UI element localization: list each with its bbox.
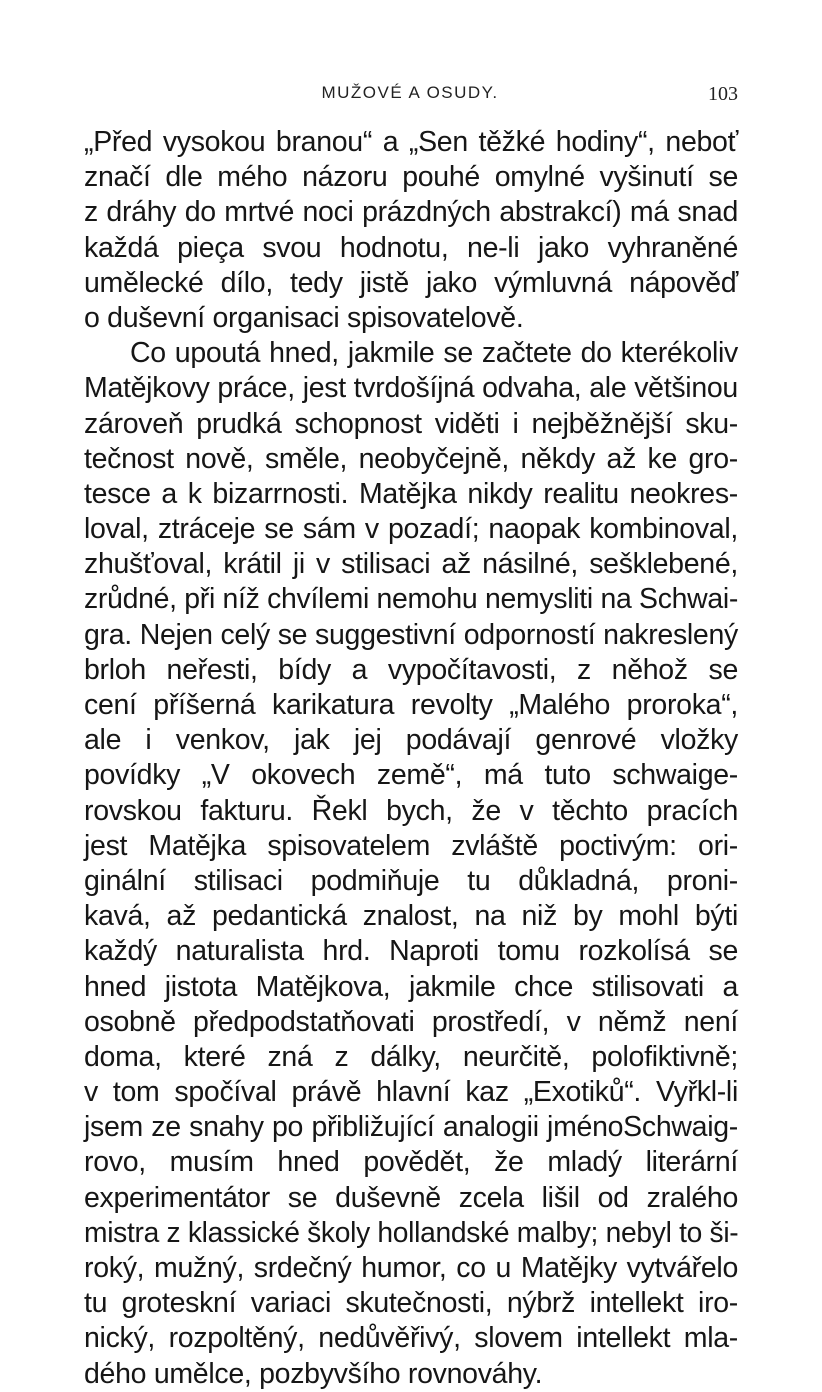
text-line: zhušťoval, krátil ji v stilisaci až násilné, sešklebené,	[84, 548, 738, 581]
text-line: osobně předpodstatňovati prostředí, v němž není	[84, 1005, 738, 1038]
running-head	[80, 83, 740, 109]
text-line: v tom spočíval právě hlavní kaz „Exotiků“. Vyřkl-li	[84, 1076, 738, 1109]
text-line: tečnost nově, směle, neobyčejně, někdy až ke gro-	[84, 442, 738, 475]
text-line: gra. Nejen celý se suggestivní odporností nakreslený	[84, 618, 738, 651]
text-line: o duševní organisaci spisovatelově.	[84, 301, 524, 334]
text-line: brloh neřesti, bídy a vypočítavosti, z něhož se	[84, 653, 738, 686]
text-line: rovskou fakturu. Řekl bych, že v těchto pracích	[84, 794, 738, 827]
text-line: doma, které zná z dálky, neurčitě, polofiktivně;	[84, 1040, 738, 1073]
text-line: zrůdné, při níž chvílemi nemohu nemysliti na Schwai-	[84, 583, 739, 616]
text-line: tu groteskní variaci skutečnosti, nýbrž intellekt iro-	[84, 1287, 738, 1320]
text-line: hned jistota Matějkova, jakmile chce stilisovati a	[84, 970, 738, 1003]
text-line: každá pieça svou hodnotu, ne-li jako vyhraněné	[84, 231, 738, 264]
text-line: cení příšerná karikatura revolty „Malého proroka“,	[84, 689, 738, 721]
text-line: povídky „V okovech země“, má tuto schwaige-	[84, 759, 738, 792]
running-title: MUŽOVÉ A OSUDY.	[321, 83, 499, 102]
text-line: nický, rozpoltěný, nedůvěřivý, slovem intellekt mla-	[84, 1322, 738, 1355]
text-line: ginální stilisaci podmiňuje tu důkladná, proni-	[84, 864, 738, 897]
body-text	[84, 125, 738, 1392]
text-line: tesce a k bizarrnosti. Matějka nikdy realitu neokres-	[84, 477, 738, 510]
page-number: 103	[708, 83, 738, 105]
text-line: značí dle mého názoru pouhé omylné vyšinutí se	[84, 161, 738, 194]
text-line: rovo, musím hned povědět, že mladý literární	[84, 1146, 738, 1179]
text-line: z dráhy do mrtvé noci prázdných abstrakcí) má snad	[84, 196, 738, 229]
text-line: jsem ze snahy po přibližující analogii jménoSchwaig-	[84, 1111, 738, 1144]
text-line: ale i venkov, jak jej podávají genrové vložky	[84, 724, 738, 757]
text-line: kavá, až pedantická znalost, na niž by mohl býti	[84, 900, 738, 933]
text-line: roký, mužný, srdečný humor, co u Matějky vytvářelo	[84, 1252, 738, 1284]
text-line: dého umělce, pozbyvšího rovnováhy.	[84, 1357, 543, 1390]
text-line: experimentátor se duševně zcela lišil od zralého	[84, 1181, 738, 1214]
text-line: každý naturalista hrd. Naproti tomu rozkolísá se	[84, 935, 738, 968]
text-line: mistra z klassické školy hollandské malby; nebyl to ši-	[84, 1216, 739, 1249]
text-line: Matějkovy práce, jest tvrdošíjná odvaha, ale většinou	[84, 372, 738, 405]
text-line: zároveň prudká schopnost viděti i nejběžnější sku-	[84, 407, 738, 440]
text-line: loval, ztráceje se sám v pozadí; naopak kombinoval,	[84, 513, 738, 546]
text-line: jest Matějka spisovatelem zvláště poctivým: ori-	[84, 829, 738, 862]
text-line: Co upoutá hned, jakmile se začtete do kterékoliv	[130, 337, 738, 370]
text-line: umělecké dílo, tedy jistě jako výmluvná nápověď	[84, 266, 738, 299]
text-line: „Před vysokou branou“ a „Sen těžké hodiny“, neboť	[84, 126, 738, 158]
